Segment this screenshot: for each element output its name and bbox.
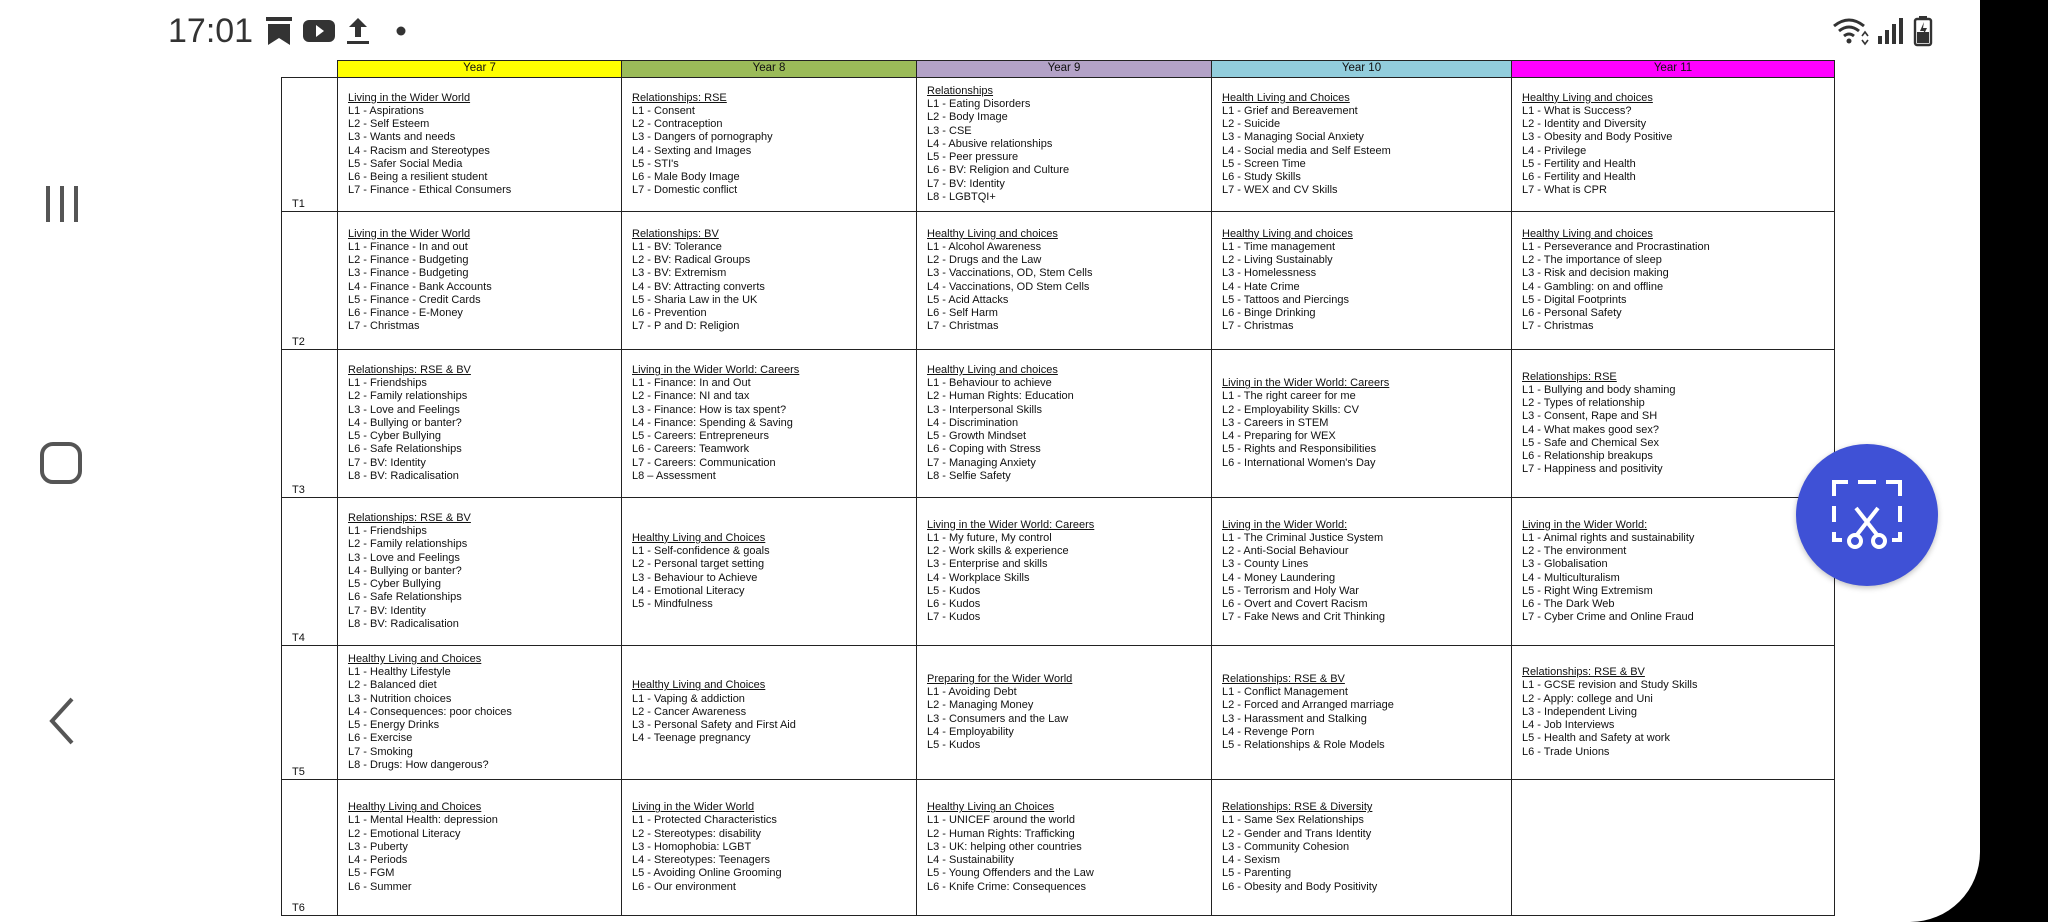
lesson-item: L1 - BV: Tolerance (632, 240, 722, 253)
lesson-item: L3 - Homelessness (1222, 267, 1317, 280)
lesson-item: L3 - Finance: How is tax spent? (632, 403, 787, 416)
lesson-item: L1 - Vaping & addiction (632, 692, 745, 705)
lesson-item: L2 - The importance of sleep (1522, 254, 1662, 267)
clock: 17:01 (168, 12, 254, 50)
lesson-item: L2 - Personal target setting (632, 558, 765, 571)
lesson-item: L6 - Obesity and Body Positivity (1222, 880, 1378, 893)
term-row (282, 780, 1835, 916)
unit-title: Relationships: RSE (632, 91, 727, 104)
unit-cell (622, 646, 917, 780)
lesson-item: L6 - Binge Drinking (1222, 306, 1316, 319)
lesson-item: L5 - Young Offenders and the Law (927, 867, 1094, 880)
lesson-item: L6 - Kudos (927, 597, 981, 610)
lesson-item: L4 - What makes good sex? (1522, 423, 1659, 436)
lesson-item: L7 - Smoking (348, 745, 413, 758)
lesson-item: L5 - Growth Mindset (927, 430, 1027, 443)
unit-title: Healthy Living and Choices (348, 801, 482, 814)
lesson-item: L4 - BV: Attracting converts (632, 280, 765, 293)
lesson-item: L1 - UNICEF around the world (927, 814, 1075, 827)
lesson-item: L1 - My future, My control (927, 531, 1052, 544)
term-row (282, 350, 1835, 498)
lesson-item: L7 - Christmas (348, 320, 420, 333)
year-header: Year 7 (338, 61, 622, 78)
lesson-item: L4 - Discrimination (927, 416, 1019, 429)
unit-title: Preparing for the Wider World (927, 672, 1073, 685)
unit-cell (1212, 350, 1512, 498)
lesson-item: L3 - Love and Feelings (348, 551, 460, 564)
recent-apps-button[interactable] (36, 182, 88, 226)
unit-title: Healthy Living and choices (1522, 227, 1653, 240)
lesson-item: L5 - Safer Social Media (348, 157, 463, 170)
lesson-item: L7 - P and D: Religion (632, 320, 740, 333)
lesson-item: L4 - Social media and Self Esteem (1222, 144, 1391, 157)
lesson-item: L3 - Harassment and Stalking (1222, 712, 1367, 725)
lesson-item: L2 - Human Rights: Education (927, 390, 1074, 403)
lesson-item: L3 - Finance - Budgeting (348, 267, 469, 280)
lesson-item: L3 - Consumers and the Law (927, 712, 1069, 725)
lesson-item: L7 - BV: Identity (348, 456, 426, 469)
lesson-item: L3 - Community Cohesion (1222, 840, 1350, 853)
lesson-item: L5 - Right Wing Extremism (1522, 584, 1653, 597)
lesson-item: L3 - Interpersonal Skills (927, 403, 1042, 416)
lesson-item: L5 - Screen Time (1222, 157, 1306, 170)
unit-cell (1212, 646, 1512, 780)
year-header: Year 10 (1212, 61, 1512, 78)
term-row (282, 646, 1835, 780)
lesson-item: L1 - Eating Disorders (927, 98, 1031, 111)
lesson-item: L1 - Animal rights and sustainability (1522, 531, 1695, 544)
lesson-item: L2 - Work skills & experience (927, 545, 1069, 558)
lesson-item: L5 - Sharia Law in the UK (632, 293, 758, 306)
year-header: Year 11 (1512, 61, 1835, 78)
unit-cell (622, 212, 917, 350)
lesson-item: L6 - Safe Relationships (348, 591, 462, 604)
lesson-item: L3 - Managing Social Anxiety (1222, 131, 1364, 144)
lesson-item: L3 - County Lines (1222, 558, 1309, 571)
youtube-icon (302, 14, 336, 48)
lesson-item: L7 - Christmas (1222, 320, 1294, 333)
lesson-item: L2 - Employability Skills: CV (1222, 403, 1359, 416)
lesson-item: L4 - Finance - Bank Accounts (348, 280, 492, 293)
lesson-item: L4 - Gambling: on and offline (1522, 280, 1664, 293)
unit-title: Healthy Living and Choices (632, 531, 766, 544)
screenshot-scissors-icon (1830, 478, 1904, 552)
lesson-item: L1 - Friendships (348, 377, 427, 390)
lesson-item: L5 - Cyber Bullying (348, 430, 441, 443)
lesson-item: L5 - Kudos (927, 584, 981, 597)
lesson-item: L2 - Stereotypes: disability (632, 827, 762, 840)
lesson-item: L4 - Periods (348, 854, 408, 867)
lesson-item: L1 - Behaviour to achieve (927, 377, 1052, 390)
lesson-item: L4 - Racism and Stereotypes (348, 144, 490, 157)
unit-cell (338, 646, 622, 780)
lesson-item: L2 - Identity and Diversity (1522, 118, 1647, 131)
lesson-item: L8 – Assessment (632, 469, 716, 482)
pshe-timetable (281, 60, 1835, 916)
lesson-item: L3 - CSE (927, 124, 972, 137)
lesson-item: L4 - Finance: Spending & Saving (632, 416, 793, 429)
lesson-item: L2 - Drugs and the Law (927, 254, 1042, 267)
lesson-item: L4 - Revenge Porn (1222, 725, 1315, 738)
lesson-item: L2 - Family relationships (348, 538, 468, 551)
lesson-item: L1 - Grief and Bereavement (1222, 104, 1358, 117)
unit-cell (1512, 780, 1835, 916)
unit-title: Healthy Living and Choices (348, 653, 482, 666)
lesson-item: L8 - Drugs: How dangerous? (348, 758, 489, 771)
lesson-item: L1 - Aspirations (348, 104, 424, 117)
lesson-item: L3 - Wants and needs (348, 131, 456, 144)
corner-cell (282, 61, 338, 78)
lesson-item: L5 - Health and Safety at work (1522, 732, 1670, 745)
unit-title: Relationships: RSE & BV (1522, 666, 1645, 679)
unit-cell (1512, 646, 1835, 780)
upload-icon (344, 14, 372, 48)
lesson-item: L3 - Risk and decision making (1522, 267, 1669, 280)
unit-cell (917, 498, 1212, 646)
lesson-item: L4 - Stereotypes: Teenagers (632, 854, 770, 867)
lesson-item: L5 - Terrorism and Holy War (1222, 584, 1359, 597)
lesson-item: L5 - Parenting (1222, 867, 1292, 880)
lesson-item: L1 - The Criminal Justice System (1222, 531, 1384, 544)
lesson-item: L6 - International Women's Day (1222, 456, 1376, 469)
lesson-item: L6 - Summer (348, 880, 412, 893)
unit-title: Living in the Wider World: (1522, 518, 1648, 531)
lesson-item: L7 - Finance - Ethical Consumers (348, 184, 512, 197)
unit-cell (917, 646, 1212, 780)
lesson-item: L7 - Christmas (1522, 320, 1594, 333)
lesson-item: L3 - Nutrition choices (348, 692, 452, 705)
unit-cell (338, 78, 622, 212)
unit-cell (338, 212, 622, 350)
lesson-item: L5 - Fertility and Health (1522, 157, 1636, 170)
lesson-item: L4 - Preparing for WEX (1222, 430, 1336, 443)
lesson-item: L6 - Prevention (632, 306, 707, 319)
unit-title: Health Living and Choices (1222, 91, 1350, 104)
unit-title: Relationships: RSE & BV (1222, 672, 1345, 685)
lesson-item: L8 - BV: Radicalisation (348, 617, 459, 630)
lesson-item: L4 - Workplace Skills (927, 571, 1030, 584)
unit-title: Relationships: BV (632, 227, 719, 240)
lesson-item: L4 - Privilege (1522, 144, 1587, 157)
unit-cell (1512, 350, 1835, 498)
lesson-item: L1 - Alcohol Awareness (927, 240, 1042, 253)
lesson-item: L5 - FGM (348, 867, 395, 880)
lesson-item: L2 - Gender and Trans Identity (1222, 827, 1372, 840)
lesson-item: L6 - The Dark Web (1522, 597, 1615, 610)
term-label: T4 (282, 498, 338, 646)
unit-cell (917, 78, 1212, 212)
unit-cell (1512, 498, 1835, 646)
term-label: T5 (282, 646, 338, 780)
unit-title: Living in the Wider World: Careers (1222, 377, 1390, 390)
battery-icon (1912, 14, 1934, 48)
unit-title: Living in the Wider World (632, 801, 755, 814)
lesson-item: L2 - Human Rights: Trafficking (927, 827, 1075, 840)
year-header: Year 8 (622, 61, 917, 78)
lesson-item: L5 - Kudos (927, 738, 981, 751)
lesson-item: L7 - BV: Identity (348, 604, 426, 617)
lesson-item: L3 - Vaccinations, OD, Stem Cells (927, 267, 1093, 280)
lesson-item: L4 - Bullying or banter? (348, 564, 462, 577)
signal-icon (1876, 14, 1906, 48)
lesson-item: L8 - Selfie Safety (927, 469, 1011, 482)
term-label: T3 (282, 350, 338, 498)
unit-cell (917, 212, 1212, 350)
term-row (282, 212, 1835, 350)
lesson-item: L8 - BV: Radicalisation (348, 469, 459, 482)
lesson-item: L2 - Managing Money (927, 699, 1034, 712)
lesson-item: L3 - Obesity and Body Positive (1522, 131, 1673, 144)
lesson-item: L5 - Careers: Entrepreneurs (632, 430, 769, 443)
lesson-item: L3 - Love and Feelings (348, 403, 460, 416)
unit-title: Living in the Wider World (348, 91, 471, 104)
lesson-item: L2 - Emotional Literacy (348, 827, 461, 840)
unit-title: Relationships: RSE (1522, 370, 1617, 383)
lesson-item: L6 - Being a resilient student (348, 170, 488, 183)
unit-cell (1212, 78, 1512, 212)
lesson-item: L7 - What is CPR (1522, 184, 1607, 197)
lesson-item: L2 - Self Esteem (348, 118, 430, 131)
lesson-item: L6 - Male Body Image (632, 170, 740, 183)
lesson-item: L4 - Vaccinations, OD Stem Cells (927, 280, 1090, 293)
lesson-item: L2 - Apply: college and Uni (1522, 692, 1653, 705)
lesson-item: L7 - Kudos (927, 611, 981, 624)
lesson-item: L2 - Suicide (1222, 118, 1281, 131)
lesson-item: L7 - Careers: Communication (632, 456, 776, 469)
lesson-item: L6 - Relationship breakups (1522, 449, 1653, 462)
lesson-item: L7 - Fake News and Crit Thinking (1222, 611, 1386, 624)
lesson-item: L4 - Teenage pregnancy (632, 732, 751, 745)
lesson-item: L1 - Bullying and body shaming (1522, 383, 1676, 396)
unit-cell (917, 350, 1212, 498)
lesson-item: L5 - STI's (632, 157, 679, 170)
lesson-item: L6 - Exercise (348, 732, 413, 745)
term-label: T2 (282, 212, 338, 350)
lesson-item: L1 - Perseverance and Procrastination (1522, 240, 1710, 253)
lesson-item: L3 - Personal Safety and First Aid (632, 719, 796, 732)
lesson-item: L2 - Anti-Social Behaviour (1222, 545, 1349, 558)
lesson-item: L6 - Knife Crime: Consequences (927, 880, 1086, 893)
lesson-item: L3 - Independent Living (1522, 705, 1637, 718)
lesson-item: L5 - Acid Attacks (927, 293, 1009, 306)
back-button[interactable] (36, 695, 88, 747)
lesson-item: L7 - BV: Identity (927, 177, 1005, 190)
wifi-icon (1832, 14, 1870, 48)
lesson-item: L6 - Safe Relationships (348, 443, 462, 456)
status-bar (0, 0, 1980, 62)
unit-cell (1212, 498, 1512, 646)
lesson-item: L5 - Finance - Credit Cards (348, 293, 481, 306)
unit-title: Healthy Living and choices (1522, 91, 1653, 104)
unit-cell (338, 780, 622, 916)
lesson-item: L8 - LGBTQI+ (927, 190, 996, 203)
unit-title: Living in the Wider World: (1222, 518, 1348, 531)
unit-cell (338, 498, 622, 646)
lesson-item: L2 - Finance: NI and tax (632, 390, 750, 403)
unit-title: Healthy Living and Choices (632, 679, 766, 692)
lesson-item: L5 - Peer pressure (927, 151, 1019, 164)
header-row (282, 61, 1835, 78)
lesson-item: L1 - What is Success? (1522, 104, 1632, 117)
lesson-item: L6 - BV: Religion and Culture (927, 164, 1070, 177)
lesson-item: L4 - Sexting and Images (632, 144, 752, 157)
navigation-bar (0, 120, 120, 820)
unit-title: Relationships: RSE & BV (348, 512, 471, 525)
lesson-item: L2 - The environment (1522, 545, 1627, 558)
unit-cell (622, 350, 917, 498)
lesson-item: L3 - Dangers of pornography (632, 131, 773, 144)
lesson-item: L6 - Finance - E-Money (348, 306, 463, 319)
lesson-item: L6 - Fertility and Health (1522, 170, 1636, 183)
dot-icon (394, 14, 408, 48)
term-label: T1 (282, 78, 338, 212)
lesson-item: L7 - Happiness and positivity (1522, 463, 1663, 476)
unit-title: Relationships (927, 85, 994, 98)
lesson-item: L3 - Behaviour to Achieve (632, 571, 758, 584)
unit-title: Healthy Living and choices (927, 364, 1058, 377)
lesson-item: L5 - Cyber Bullying (348, 578, 441, 591)
lesson-item: L5 - Relationships & Role Models (1222, 738, 1385, 751)
lesson-item: L1 - Consent (632, 104, 695, 117)
lesson-item: L1 - Finance - In and out (348, 240, 468, 253)
lesson-item: L2 - Family relationships (348, 390, 468, 403)
lesson-item: L3 - Homophobia: LGBT (632, 840, 752, 853)
lesson-item: L1 - Conflict Management (1222, 686, 1348, 699)
lesson-item: L2 - Body Image (927, 111, 1008, 124)
unit-title: Healthy Living and choices (927, 227, 1058, 240)
lesson-item: L3 - Consent, Rape and SH (1522, 410, 1658, 423)
lesson-item: L5 - Avoiding Online Grooming (632, 867, 782, 880)
unit-cell (338, 350, 622, 498)
screenshot-button[interactable] (1796, 444, 1938, 586)
unit-cell (917, 780, 1212, 916)
unit-cell (622, 780, 917, 916)
lesson-item: L7 - Cyber Crime and Online Fraud (1522, 611, 1694, 624)
unit-cell (1212, 780, 1512, 916)
lesson-item: L3 - BV: Extremism (632, 267, 727, 280)
lesson-item: L1 - Time management (1222, 240, 1336, 253)
lesson-item: L4 - Abusive relationships (927, 137, 1053, 150)
unit-title: Healthy Living and choices (1222, 227, 1353, 240)
lesson-item: L5 - Energy Drinks (348, 719, 440, 732)
lesson-item: L6 - Trade Unions (1522, 745, 1610, 758)
unit-title: Living in the Wider World: Careers (632, 364, 800, 377)
unit-title: Living in the Wider World (348, 227, 471, 240)
lesson-item: L2 - BV: Radical Groups (632, 254, 751, 267)
unit-cell (1212, 212, 1512, 350)
lesson-item: L5 - Safe and Chemical Sex (1522, 436, 1659, 449)
lesson-item: L1 - Protected Characteristics (632, 814, 777, 827)
bookmarks-icon (264, 14, 294, 48)
term-label: T6 (282, 780, 338, 916)
lesson-item: L4 - Consequences: poor choices (348, 705, 512, 718)
lesson-item: L2 - Living Sustainably (1222, 254, 1333, 267)
lesson-item: L1 - Self-confidence & goals (632, 545, 770, 558)
lesson-item: L7 - WEX and CV Skills (1222, 184, 1338, 197)
lesson-item: L2 - Finance - Budgeting (348, 254, 469, 267)
lesson-item: L2 - Balanced diet (348, 679, 437, 692)
lesson-item: L5 - Mindfulness (632, 597, 713, 610)
lesson-item: L4 - Sustainability (927, 854, 1014, 867)
lesson-item: L3 - Careers in STEM (1222, 416, 1329, 429)
lesson-item: L1 - Avoiding Debt (927, 686, 1017, 699)
home-button[interactable] (36, 438, 88, 490)
term-row (282, 498, 1835, 646)
lesson-item: L6 - Coping with Stress (927, 443, 1041, 456)
lesson-item: L1 - Friendships (348, 525, 427, 538)
lesson-item: L7 - Christmas (927, 320, 999, 333)
lesson-item: L4 - Multiculturalism (1522, 571, 1620, 584)
lesson-item: L6 - Study Skills (1222, 170, 1301, 183)
unit-title: Relationships: RSE & BV (348, 364, 471, 377)
year-header: Year 9 (917, 61, 1212, 78)
lesson-item: L5 - Digital Footprints (1522, 293, 1627, 306)
lesson-item: L5 - Rights and Responsibilities (1222, 443, 1377, 456)
lesson-item: L2 - Contraception (632, 118, 723, 131)
unit-cell (1512, 78, 1835, 212)
lesson-item: L6 - Careers: Teamwork (632, 443, 750, 456)
lesson-item: L1 - Healthy Lifestyle (348, 666, 451, 679)
lesson-item: L4 - Sexism (1222, 854, 1281, 867)
lesson-item: L1 - Mental Health: depression (348, 814, 498, 827)
lesson-item: L5 - Tattoos and Piercings (1222, 293, 1349, 306)
lesson-item: L1 - Same Sex Relationships (1222, 814, 1364, 827)
lesson-item: L4 - Employability (927, 725, 1014, 738)
lesson-item: L6 - Self Harm (927, 306, 998, 319)
lesson-item: L3 - Globalisation (1522, 558, 1608, 571)
lesson-item: L4 - Emotional Literacy (632, 584, 745, 597)
lesson-item: L4 - Job Interviews (1522, 719, 1615, 732)
lesson-item: L1 - GCSE revision and Study Skills (1522, 679, 1698, 692)
unit-title: Living in the Wider World: Careers (927, 518, 1095, 531)
lesson-item: L3 - Puberty (348, 840, 408, 853)
lesson-item: L1 - Finance: In and Out (632, 377, 751, 390)
lesson-item: L6 - Our environment (632, 880, 736, 893)
unit-cell (622, 78, 917, 212)
unit-title: Healthy Living an Choices (927, 801, 1055, 814)
term-row (282, 78, 1835, 212)
lesson-item: L3 - Enterprise and skills (927, 558, 1048, 571)
lesson-item: L6 - Personal Safety (1522, 306, 1622, 319)
lesson-item: L4 - Bullying or banter? (348, 416, 462, 429)
unit-cell (1512, 212, 1835, 350)
lesson-item: L2 - Cancer Awareness (632, 705, 747, 718)
lesson-item: L2 - Types of relationship (1522, 397, 1645, 410)
lesson-item: L3 - UK: helping other countries (927, 840, 1082, 853)
unit-title: Relationships: RSE & Diversity (1222, 801, 1373, 814)
lesson-item: L1 - The right career for me (1222, 390, 1356, 403)
lesson-item: L2 - Forced and Arranged marriage (1222, 699, 1394, 712)
lesson-item: L4 - Money Laundering (1222, 571, 1336, 584)
lesson-item: L6 - Overt and Covert Racism (1222, 597, 1368, 610)
lesson-item: L4 - Hate Crime (1222, 280, 1300, 293)
unit-cell (622, 498, 917, 646)
lesson-item: L7 - Managing Anxiety (927, 456, 1036, 469)
lesson-item: L7 - Domestic conflict (632, 184, 738, 197)
